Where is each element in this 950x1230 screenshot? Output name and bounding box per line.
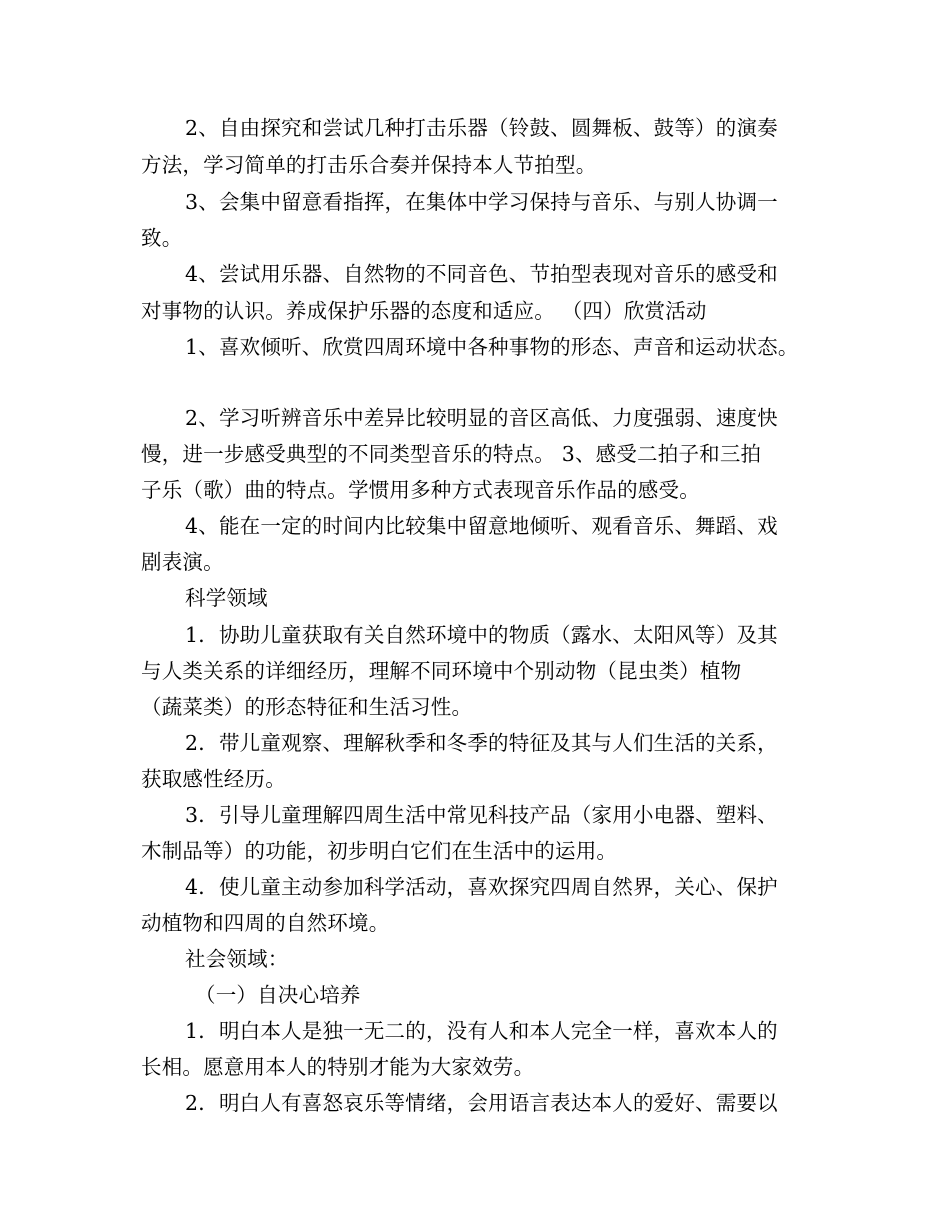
section-heading: 科学领域 <box>185 586 268 610</box>
text-line: 2．明白人有喜怒哀乐等情绪，会用语言表达本人的爱好、需要以 <box>185 1091 778 1115</box>
text-line: 4、尝试用乐器、自然物的不同音色、节拍型表现对音乐的感受和 <box>185 262 778 286</box>
subsection-heading: （一）自决心培养 <box>195 983 361 1007</box>
text-line: （蔬菜类）的形态特征和生活习性。 <box>141 695 473 719</box>
text-line: 2、学习听辨音乐中差异比较明显的音区高低、力度强弱、速度快 <box>185 406 778 430</box>
text-line: 对事物的认识。养成保护乐器的态度和适应。 （四）欣赏活动 <box>141 299 707 323</box>
text-line: 1．协助儿童获取有关自然环境中的物质（露水、太阳风等）及其 <box>185 623 778 647</box>
text-line: 方法，学习简单的打击乐合奏并保持本人节拍型。 <box>141 153 597 177</box>
text-line: 长相。愿意用本人的特别才能为大家效劳。 <box>141 1055 535 1079</box>
text-line: 获取感性经历。 <box>141 767 286 791</box>
text-line: 与人类关系的详细经历，理解不同环境中个别动物（昆虫类）植物 <box>141 659 742 683</box>
text-line: 4、能在一定的时间内比较集中留意地倾听、观看音乐、舞蹈、戏 <box>185 514 778 538</box>
text-line: 2、自由探究和尝试几种打击乐器（铃鼓、圆舞板、鼓等）的演奏 <box>185 116 778 140</box>
text-line: 3．引导儿童理解四周生活中常见科技产品（家用小电器、塑料、 <box>185 803 778 827</box>
text-line: 动植物和四周的自然环境。 <box>141 911 390 935</box>
text-line: 1、喜欢倾听、欣赏四周环境中各种事物的形态、声音和运动状态。 <box>185 335 799 359</box>
text-line: 致。 <box>141 226 183 250</box>
text-line: 剧表演。 <box>141 550 224 574</box>
text-line: 木制品等）的功能，初步明白它们在生活中的运用。 <box>141 839 618 863</box>
text-line: 2．带儿童观察、理解秋季和冬季的特征及其与人们生活的关系， <box>185 731 778 755</box>
text-line: 子乐（歌）曲的特点。学惯用多种方式表现音乐作品的感受。 <box>141 478 700 502</box>
text-line: 4．使儿童主动参加科学活动，喜欢探究四周自然界，关心、保护 <box>185 875 778 899</box>
text-line: 3、会集中留意看指挥，在集体中学习保持与音乐、与别人协调一 <box>185 190 778 214</box>
section-heading: 社会领域： <box>185 947 289 971</box>
text-line: 慢，进一步感受典型的不同类型音乐的特点。 3、感受二拍子和三拍 <box>141 442 762 466</box>
text-line: 1．明白本人是独一无二的，没有人和本人完全一样，喜欢本人的 <box>185 1019 778 1043</box>
